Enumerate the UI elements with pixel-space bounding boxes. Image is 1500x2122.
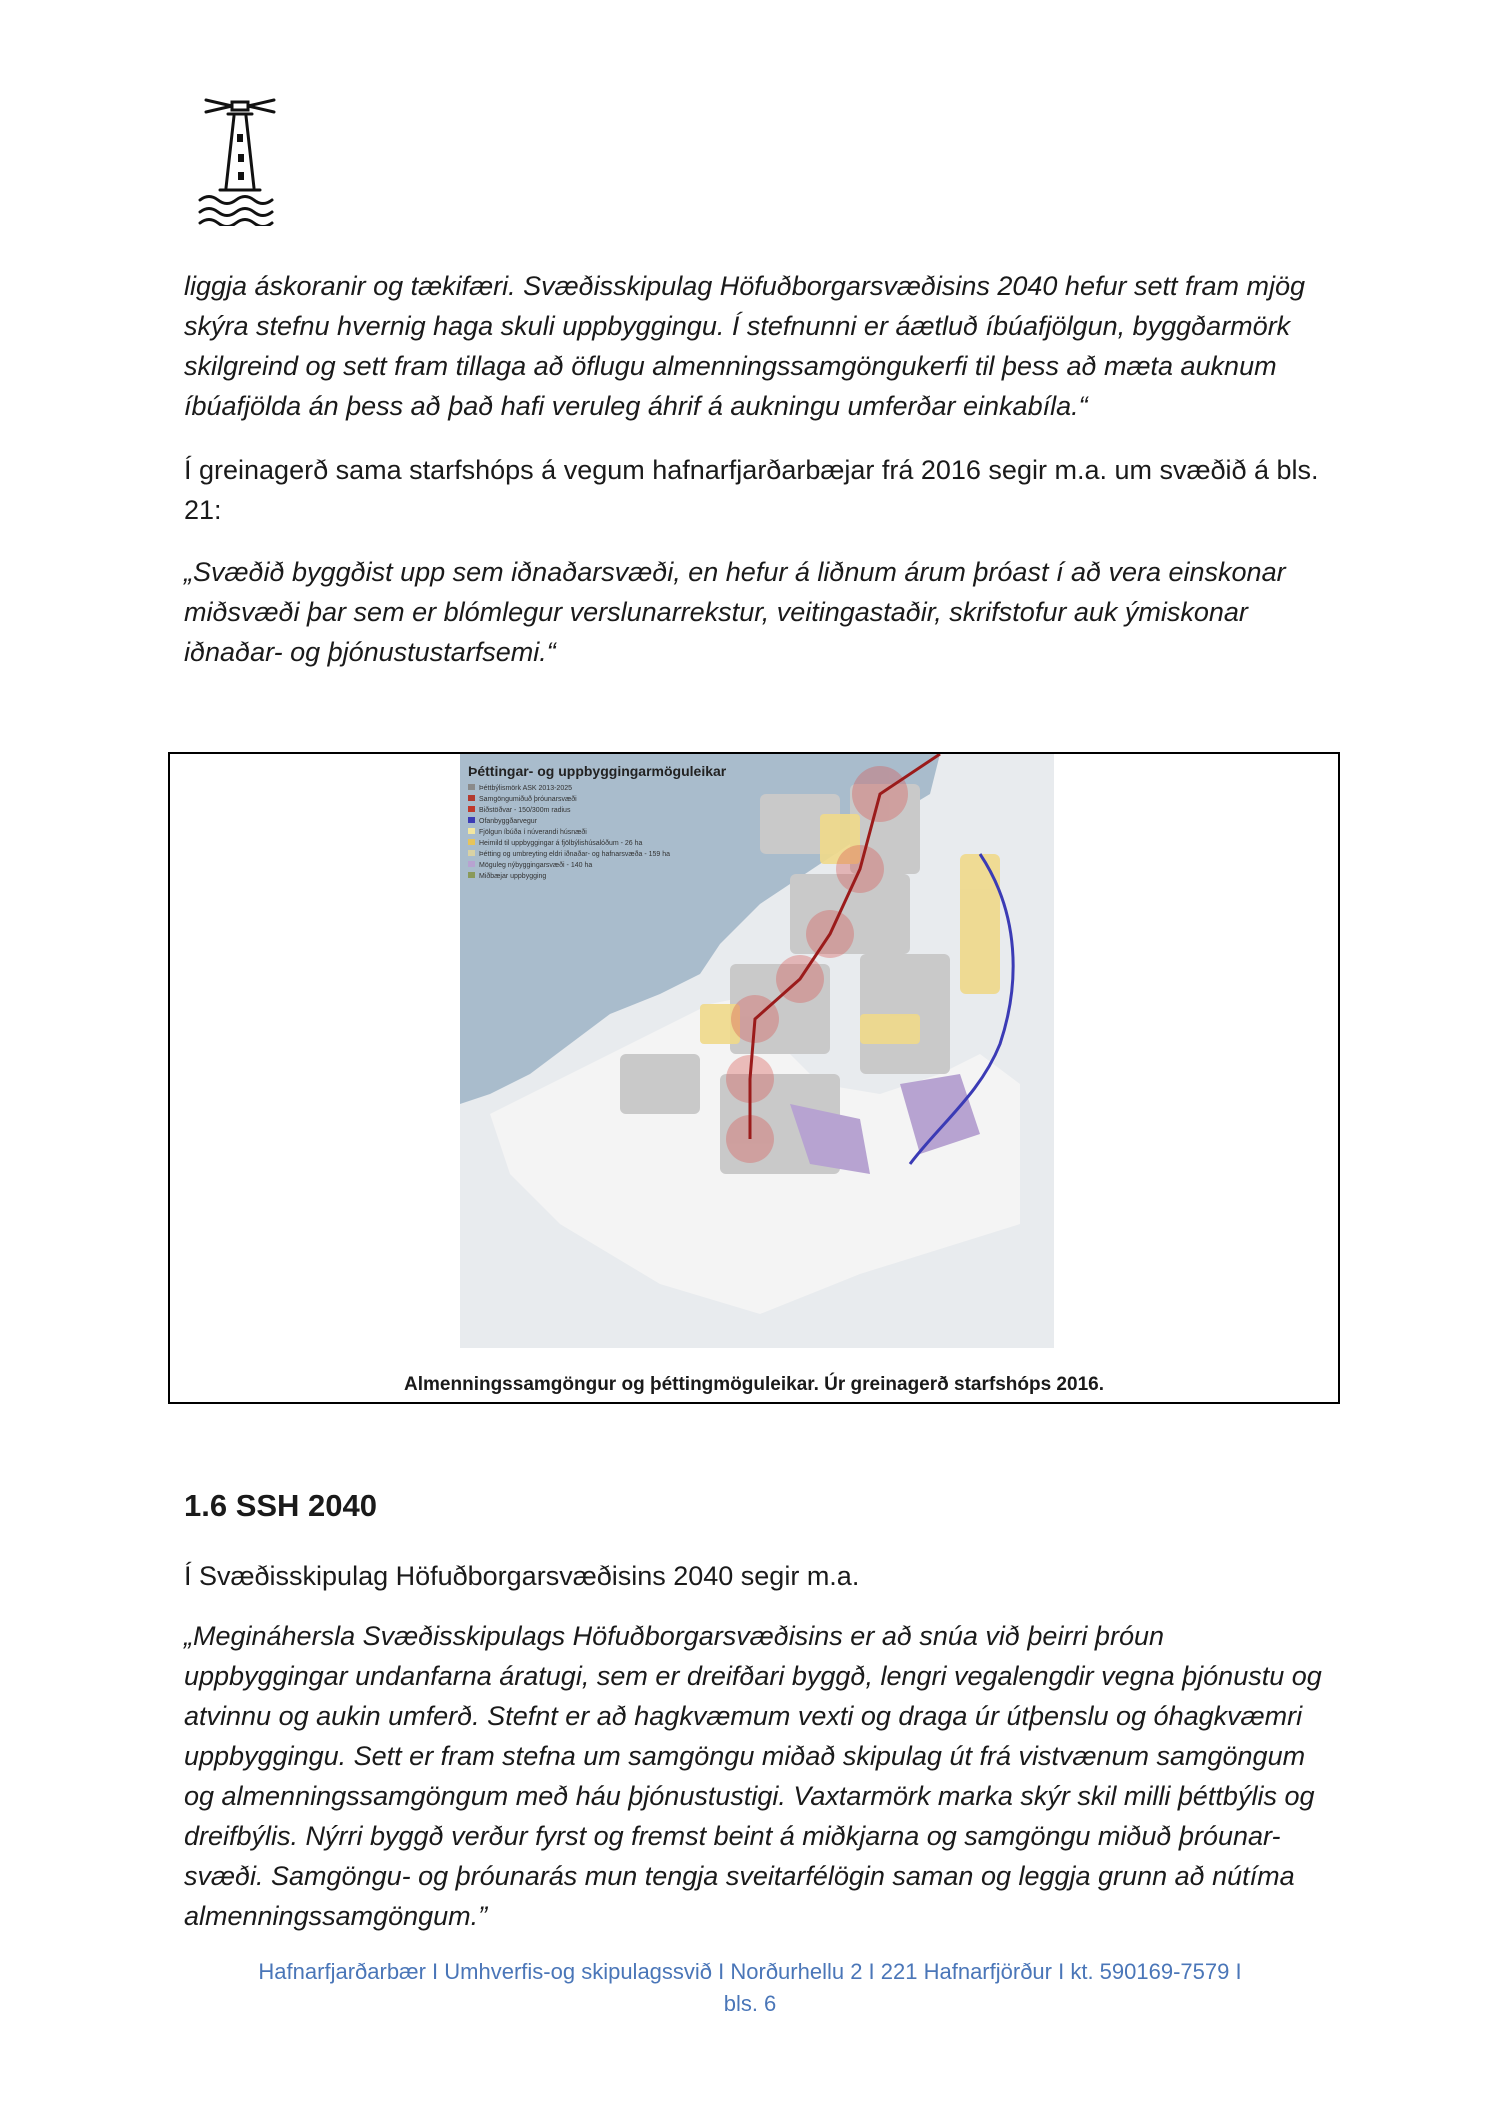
legend-swatch <box>468 817 475 823</box>
legend-label: Möguleg nýbyggingarsvæði - 140 ha <box>479 862 593 869</box>
development-map <box>460 754 1054 1348</box>
legend-swatch <box>468 861 475 867</box>
legend-label: Fjölgun íbúða í núverandi húsnæði <box>479 829 587 836</box>
legend-label: Heimild til uppbyggingar á fjölbýlishúsalóðum - 26 ha <box>479 840 643 847</box>
footer-address: Hafnarfjarðarbær I Umhverfis-og skipulagssvið I Norðurhellu 2 I 221 Hafnarfjörður I kt. 590169-7579 I <box>258 1959 1242 1984</box>
legend-swatch <box>468 828 475 834</box>
ssh-quote-paragraph: „Megináhersla Svæðisskipulags Höfuðborgarsvæðisins er að snúa við þeirri þróun uppbyggingar undanfarna áratugi, sem er dreifðari byggð, lengri vegalengdir vegna þjónustu og atvinnu og aukin umferð. Stefnt er að hagkvæmum vexti og draga úr útþenslu og óhagkvæmri uppbyggingu. Sett er fram stefna um samgöngu miðað skipulag út frá vistvænum samgöngum og almenningssamgöngum með háu þjónustustigi. Vaxtarmörk marka skýr skil milli þéttbýlis og dreifbýlis. Nýrri byggð verður fyrst og fremst beint á miðkjarna og samgöngu miðuð þróunar-svæði. Samgöngu- og þróunarás mun tengja sveitarfélögin saman og leggja grunn að nútíma almenningssamgöngum.” <box>184 1621 1322 1931</box>
legend-label: Biðstöðvar - 150/300m radius <box>479 807 571 814</box>
page-number: bls. 6 <box>723 1991 777 2016</box>
legend-label: Miðbæjar uppbygging <box>479 873 547 880</box>
legend-swatch <box>468 806 475 812</box>
map-title: Þéttingar- og uppbyggingarmöguleikar <box>468 763 727 779</box>
lighthouse-logo <box>196 92 284 226</box>
legend-label: Ofanbyggðarvegur <box>479 818 537 825</box>
intro-quote-paragraph: liggja áskoranir og tækifæri. Svæðisskipulag Höfuðborgarsvæðisins 2040 hefur sett fram mjög skýra stefnu hvernig haga skuli uppbyggingu. Í stefnunni er áætluð íbúafjölgun, byggðarmörk skilgreind og sett fram tillaga að öflugu almenningssamgöngukerfi til þess að mæta auknum íbúafjölda án þess að það hafi veruleg áhrif á aukningu umferðar einkabíla.“ <box>184 271 1306 421</box>
page-footer <box>200 1956 1300 2020</box>
report-intro-paragraph: Í greinagerð sama starfshóps á vegum hafnarfjarðarbæjar frá 2016 segir m.a. um svæðið á bls. 21: <box>184 455 1319 525</box>
legend-swatch <box>468 850 475 856</box>
legend-swatch <box>468 839 475 845</box>
report-quote-paragraph: „Svæðið byggðist upp sem iðnaðarsvæði, en hefur á liðnum árum þróast í að vera einskonar miðsvæði þar sem er blómlegur verslunarrekstur, veitingastaðir, skrifstofur auk ýmiskonar iðnaðar- og þjónustustarfsemi.“ <box>184 557 1286 667</box>
legend-swatch <box>468 795 475 801</box>
ssh-intro-paragraph: Í Svæðisskipulag Höfuðborgarsvæðisins 2040 segir m.a. <box>184 1561 860 1591</box>
legend-label: Þétting og umbreyting eldri iðnaðar- og hafnarsvæða - 159 ha <box>479 851 671 858</box>
legend-swatch <box>468 784 475 790</box>
section-heading: 1.6 SSH 2040 <box>184 1488 378 1523</box>
legend-swatch <box>468 872 475 878</box>
legend-label: Þéttbýlismörk ASK 2013-2025 <box>479 785 572 792</box>
figure-caption: Almenningssamgöngur og þéttingmöguleikar. Úr greinagerð starfshóps 2016. <box>404 1374 1104 1395</box>
legend-label: Samgöngumiðuð þróunarsvæði <box>479 796 577 803</box>
map-figure <box>168 752 1340 1404</box>
